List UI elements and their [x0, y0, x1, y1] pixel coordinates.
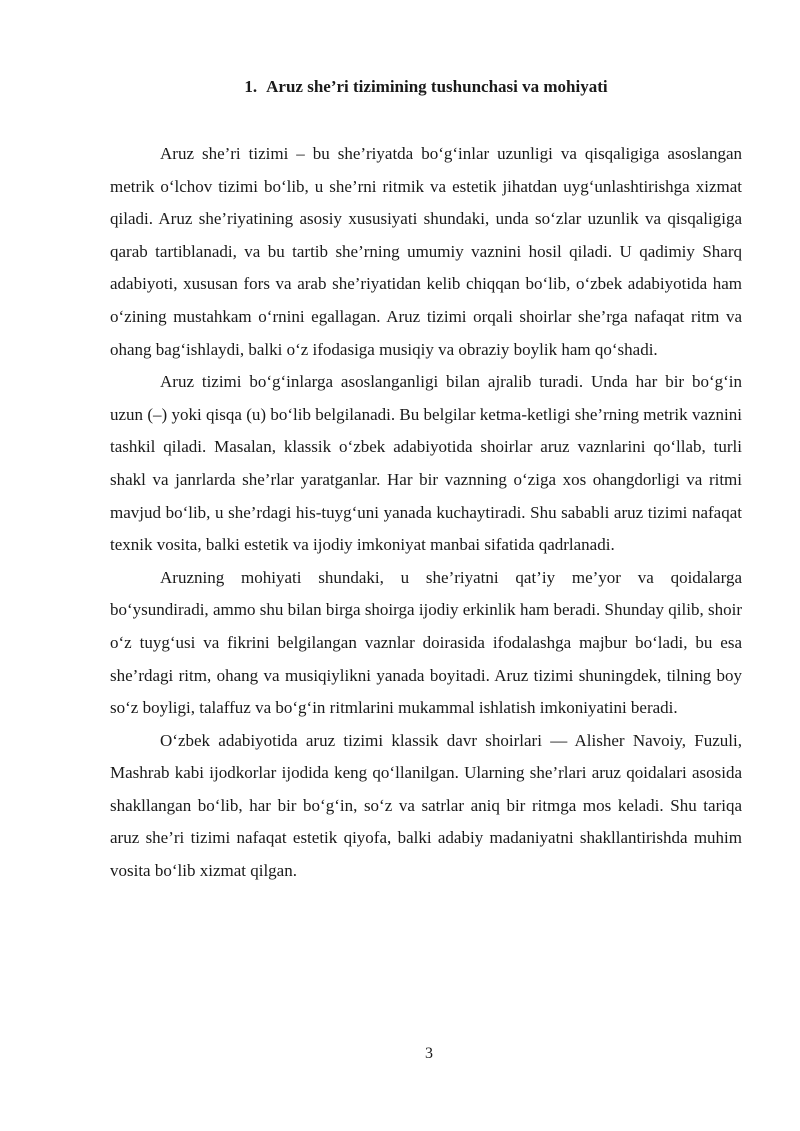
section-title: Aruz she’ri tizimining tushunchasi va mohiyati: [266, 77, 608, 96]
section-number: 1.: [244, 77, 258, 96]
page-number: 3: [425, 1045, 433, 1062]
body-text: [110, 138, 742, 888]
paragraph: O‘zbek adabiyotida aruz tizimi klassik davr shoirlari — Alisher Navoiy, Fuzuli, Mashrab kabi ijodkorlar ijodida keng qo‘llanilgan. Ularning she’rlari aruz qoidalari asosida shakllangan bo‘lib, har bir bo‘g‘in, so‘z va satrlar aniq bir ritmga mos keladi. Shu tariqa aruz she’ri tizimi nafaqat estetik qiyofa, balki adabiy madaniyatni shakllantirishda muhim vosita bo‘lib xizmat qilgan.: [110, 730, 742, 881]
paragraph: Aruz tizimi bo‘g‘inlarga asoslanganligi bilan ajralib turadi. Unda har bir bo‘g‘in uzun (–) yoki qisqa (u) bo‘lib belgilanadi. Bu belgilar ketma-ketligi she’rning metrik vaznini tashkil qiladi. Masalan, klassik o‘zbek adabiyotida shoirlar aruz vaznlarini qo‘llab, turli shakl va janrlarda she’rlar yaratganlar. Har bir vaznning o‘ziga xos ohangdorligi va ritmi mavjud bo‘lib, u she’rdagi his-tuyg‘uni yanada kuchaytiradi. Shu sababli aruz tizimi nafaqat texnik vosita, balki estetik va ijodiy imkoniyat manbai sifatida qadrlanadi.: [110, 372, 742, 555]
paragraph: Aruzning mohiyati shundaki, u she’riyatni qat’iy me’yor va qoidalarga bo‘ysundiradi, ammo shu bilan birga shoirga ijodiy erkinlik ham beradi. Shunday qilib, shoir o‘z tuyg‘usi va fikrini belgilangan vaznlar doirasida ifodalashga majbur bo‘ladi, bu esa she’rdagi ritm, ohang va musiqiylikni yanada boyitadi. Aruz tizimi shuningdek, tilning boy so‘z boyligi, talaffuz va bo‘g‘in ritmlarini mukammal ishlatish imkoniyatini beradi.: [110, 567, 742, 718]
paragraph: Aruz she’ri tizimi – bu she’riyatda bo‘g‘inlar uzunligi va qisqaligiga asoslangan metrik o‘lchov tizimi bo‘lib, u she’rni ritmik va estetik jihatdan uyg‘unlashtirishga xizmat qiladi. Aruz she’riyatining asosiy xususiyati shundaki, unda so‘zlar uzunlik va qisqaligiga qarab tartiblanadi, va bu tartib she’rning umumiy vaznini hosil qiladi. U qadimiy Sharq adabiyoti, xususan fors va arab she’riyatidan kelib chiqqan bo‘lib, o‘zbek adabiyotida ham o‘zining mustahkam o‘rnini egallagan. Aruz tizimi orqali shoirlar she’rga nafaqat ritm va ohang bag‘ishlaydi, balki o‘z ifodasiga musiqiy va obraziy boylik ham qo‘shadi.: [110, 144, 742, 359]
section-heading: [110, 76, 742, 98]
